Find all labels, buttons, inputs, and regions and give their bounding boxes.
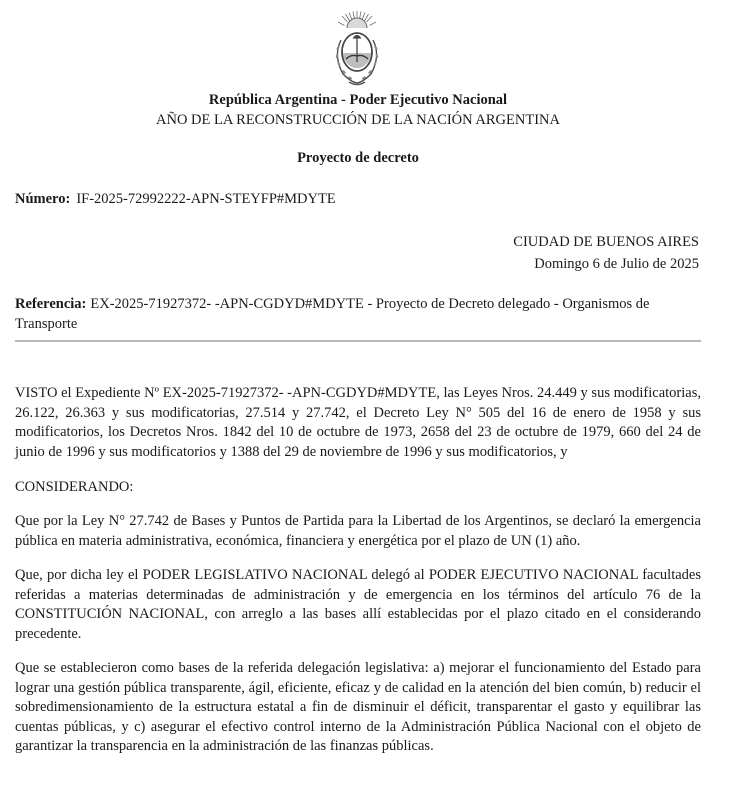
visto-paragraph: VISTO el Expediente Nº EX-2025-71927372- -APN-CGDYD#MDYTE, las Leyes Nros. 24.449 y sus modificatorias, 26.122, 26.363 y sus modificatorias, 27.514 y 27.742, el Decreto Ley N° 505 del 16 de enero de 1958 y sus modificatorios, los Decretos Nros. 1842 del 10 de octubre de 1973, 2658 del 23 de octubre de 1979, 660 del 24 de junio de 1996 y sus modificatorios y 1388 del 29 de noviembre de 1996 y sus modificatorios, y bbox=[15, 385, 701, 460]
divider bbox=[15, 340, 701, 342]
argentine-coat-of-arms-icon bbox=[329, 10, 385, 88]
numero-value: IF-2025-72992222-APN-STEYFP#MDYTE bbox=[76, 191, 336, 207]
document-type-title: Proyecto de decreto bbox=[297, 150, 419, 166]
referencia-label: Referencia: bbox=[15, 296, 87, 312]
considerando-heading: CONSIDERANDO: bbox=[15, 479, 134, 495]
considerando-paragraph-1: Que por la Ley N° 27.742 de Bases y Puntos de Partida para la Libertad de los Argentinos, se declaró la emergencia pública en materia administrativa, económica, financiera y energética por el plazo de UN (1) año. bbox=[15, 513, 701, 549]
issuer-title: República Argentina - Poder Ejecutivo Nacional bbox=[208, 92, 508, 108]
city: CIUDAD DE BUENOS AIRES bbox=[513, 234, 699, 250]
numero-label: Número: bbox=[15, 191, 71, 207]
considerando-paragraph-3: Que se establecieron como bases de la referida delegación legislativa: a) mejorar el funcionamiento del Estado para lograr una gestión pública transparente, ágil, eficiente, eficaz y de calidad en la atención del bien común, b) reducir el sobredimensionamiento de la estructura estatal a fin de disminuir el déficit, transparentar el gasto y equilibrar las cuentas públicas, y c) asegurar el efectivo control interno de la Administración Pública Nacional con el objeto de garantizar la transparencia en la administración de las finanzas públicas. bbox=[15, 660, 701, 755]
document-date: Domingo 6 de Julio de 2025 bbox=[534, 256, 699, 272]
referencia-value: EX-2025-71927372- -APN-CGDYD#MDYTE - Proyecto de Decreto delegado - Organismos de Transporte bbox=[15, 296, 650, 332]
document-number bbox=[15, 191, 336, 208]
considerando-paragraph-2: Que, por dicha ley el PODER LEGISLATIVO NACIONAL delegó al PODER EJECUTIVO NACIONAL facultades referidas a materias determinadas de administración y de emergencia en los términos del artículo 76 de la CONSTITUCIÓN NACIONAL, con arreglo a las bases allí establecidas por el plazo citado en el considerando precedente. bbox=[15, 567, 701, 642]
reference bbox=[15, 294, 701, 334]
year-motto: AÑO DE LA RECONSTRUCCIÓN DE LA NACIÓN ARGENTINA bbox=[156, 112, 560, 128]
